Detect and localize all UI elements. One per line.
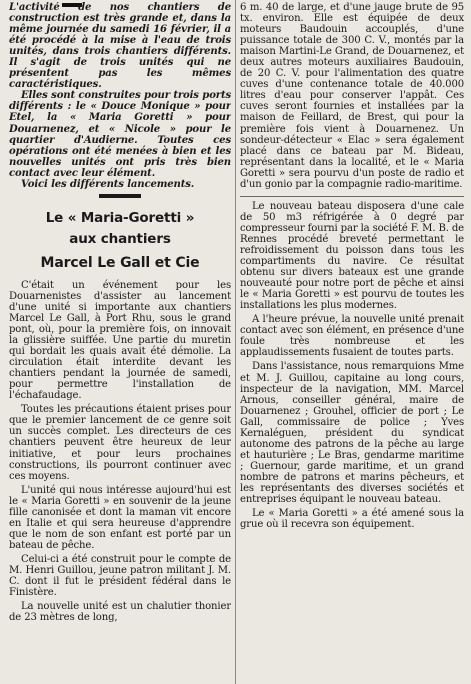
left-column [9,2,231,682]
intro-paragraph-3: Voici les différents lancements. [21,178,195,190]
headline-line-1: Le « Maria-Goretti » [45,209,195,226]
intro-paragraph-2: Elles sont construites pour trois ports différents : le « Douce Monique » pour Etel, la « Maria Goretti » pour Douarnenez, et « Nicole » pour le quartier d'Audierne. Toutes ces opérations ont été menées à bien et les nouvelles unités ont pris très bien contact avec leur élément. [9,90,231,179]
headline-rule [99,194,141,198]
intro-paragraph-1: L'activité de nos chantiers de construction est très grande et, dans la même journée du samedi 16 février, il a été procédé à la mise à l'eau de trois unités, dans trois chantiers différents. Il s'agit de trois unités qui ne présentent pas les mêmes caractéristiques. [9,2,231,91]
body-paragraph: 6 m. 40 de large, et d'une jauge brute de 95 tx. environ. Elle est équipée de deux moteurs Baudouin accouplés, d'une puissance totale de 300 C. V., montés par la maison Martini-Le Grand, de Douarnenez, et deux autres moteurs auxiliaires Baudouin, de 20 C. V. pour l'alimentation des quatre cuves d'une contenance totale de 40.000 litres d'eau pour conserver l'appât. Ces cuves seront fournies et installées par la maison de Feillard, de Brest, qui pour la première fois vient à Douarnenez. Un sondeur-détecteur « Elac » sera également placé dans ce bateau par M. Bideau, représentant dans la localité, et le « Maria Goretti » sera pourvu d'un poste de radio et d'un gonio par la compagnie radio-maritime. [240,2,464,190]
body-paragraph: La nouvelle unité est un chalutier thonier de 23 mètres de long, [9,601,231,624]
article-headline [9,210,231,272]
body-paragraph: L'unité qui nous intéresse aujourd'hui est le « Maria Goretti » en souvenir de la jeune fille canonisée et dont la maman vit encore en Italie et qui sera heureuse d'apprendre que le nom de son enfant est porté par un bateau de pêche. [9,484,231,551]
column-divider [235,0,236,684]
body-paragraph: Le nouveau bateau disposera d'une cale de 50 m3 réfrigérée à 0 degré par compresseur fourni par la société F. M. B. de Rennes procédé breveté permettant le refroidissement du poisson dans tous les compartiments du navire. Ce résultat obtenu sur divers bateaux est une grande nouveauté pour notre port de pêche et ainsi le « Maria Goretti » est pourvu de toutes les installations les plus modernes. [240,200,464,312]
body-paragraph: Toutes les précautions étaient prises pour que le premier lancement de ce genre soit un succès complet. Les directeurs de ces chantiers peuvent être heureux de leur initiative, et pour leurs prochaines constructions, ils pourront continuer avec ces moyens. [9,404,231,482]
right-column [240,2,464,682]
headline-line-3: Marcel Le Gall et Cie [40,254,200,271]
body-paragraph: C'était un événement pour les Douarnenistes d'assister au lancement d'une unité si importante aux chantiers Marcel Le Gall, à Port Rhu, sous le grand pont, où, pour la première fois, on innovait la glissière suiffée. Une partie du muretin qui bordait les quais avait été démolie. La circulation était interdite devant les chantiers pendant la journée de samedi, pour permettre l'installation de l'échafaudage. [9,279,231,402]
body-paragraph: Dans l'assistance, nous remarquions Mme et M. J. Guillou, capitaine au long cours, inspecteur de la navigation, MM. Marcel Arnous, conseiller général, maire de Douarnenez ; Grouhel, officier de port ; Le Gall, commissaire de police ; Yves Kernaléguen, président du syndicat autonome des patrons de la pêche au large et hauturière ; Le Bras, gendarme maritime ; Guernour, garde maritime, et un grand nombre de patrons et marins pêcheurs, et les représentants des diverses sociétés et entreprises équipant le nouveau bateau. [240,361,464,506]
section-rule [240,196,464,197]
body-paragraph: Celui-ci a été construit pour le compte de M. Henri Guillou, jeune patron militant J. M. C. dont il fut le président fédéral dans le Finistère. [9,553,231,599]
body-paragraph: A l'heure prévue, la nouvelle unité prenait contact avec son élément, en présence d'une foule très nombreuse et les applaudissements fusaient de toutes parts. [240,314,464,359]
body-paragraph: Le « Maria Goretti » a été amené sous la grue où il recevra son équipement. [240,508,464,531]
headline-line-2: aux chantiers [69,230,171,247]
